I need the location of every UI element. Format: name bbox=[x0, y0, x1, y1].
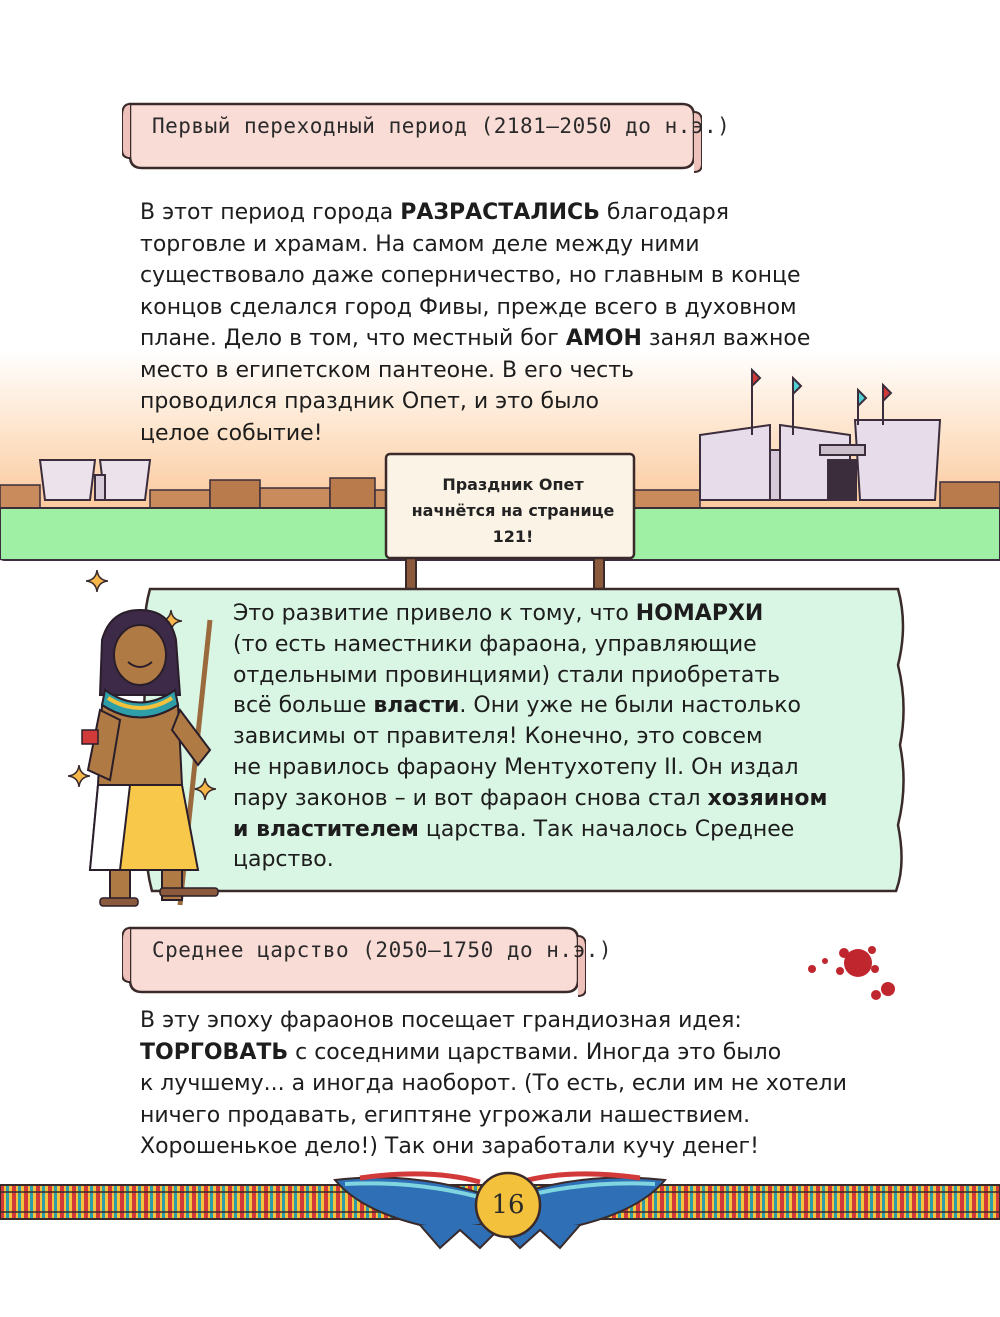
section-heading-banner bbox=[122, 98, 731, 156]
text-line: (то есть наместники фараона, управляющие bbox=[233, 631, 757, 657]
section-title: Среднее царство (2050—1750 до н.э.) bbox=[152, 938, 613, 962]
section-heading-banner bbox=[122, 922, 613, 980]
text-line: В этот период города РАЗРАСТАЛИСЬ благодаря bbox=[140, 200, 729, 225]
text-line: плане. Дело в том, что местный бог АМОН занял важное bbox=[140, 326, 811, 351]
callout-paragraph bbox=[233, 599, 827, 876]
text-line: пару законов – и вот фараон снова стал хозяином bbox=[233, 785, 828, 811]
text-line: ТОРГОВАТЬ с соседними царствами. Иногда это было bbox=[140, 1039, 782, 1065]
ink-splatter-icon bbox=[800, 935, 900, 1005]
text-line: Хорошенькое дело!) Так они заработали кучу денег! bbox=[140, 1134, 759, 1159]
text-line: не нравилось фараону Ментухотепу II. Он издал bbox=[233, 754, 799, 780]
signboard-text: Праздник Опет начнётся на странице 121! bbox=[411, 475, 615, 546]
text-line: отдельными провинциями) стали приобретать bbox=[233, 662, 781, 688]
text-line: В эту эпоху фараонов посещает грандиозная идея: bbox=[140, 1008, 742, 1033]
text-line: существовало даже соперничество, но главным в конце bbox=[140, 263, 801, 288]
text-line: Это развитие привело к тому, что НОМАРХИ bbox=[233, 601, 764, 626]
text-line: зависимы от правителя! Конечно, это совсем bbox=[233, 724, 763, 750]
text-line: и властителем царства. Так началось Среднее bbox=[233, 816, 795, 842]
text-line: концов сделался город Фивы, прежде всего в духовном bbox=[140, 294, 797, 320]
middle-kingdom-paragraph bbox=[140, 1005, 847, 1163]
text-line: проводился праздник Опет, и это было bbox=[140, 389, 599, 414]
left-temple bbox=[40, 460, 150, 500]
text-line: царство. bbox=[233, 847, 334, 873]
text-line: торговле и храмам. На самом деле между ними bbox=[140, 231, 700, 257]
sparkle-icon bbox=[86, 570, 108, 592]
section-title: Первый переходный период (2181—2050 до н.э.) bbox=[152, 114, 731, 138]
page-number: 16 bbox=[491, 1190, 525, 1220]
intro-paragraph bbox=[140, 197, 810, 449]
text-line: к лучшему... а иногда наоборот. (То есть, если им не хотели bbox=[140, 1071, 847, 1096]
text-line: всё больше власти. Они уже не были настолько bbox=[233, 693, 801, 719]
text-line: целое событие! bbox=[140, 420, 323, 446]
text-line: ничего продавать, египтяне угрожали нашествием. bbox=[140, 1102, 751, 1128]
nomarch-figure-illustration bbox=[70, 600, 230, 915]
text-line: место в египетском пантеоне. В его честь bbox=[140, 357, 635, 383]
